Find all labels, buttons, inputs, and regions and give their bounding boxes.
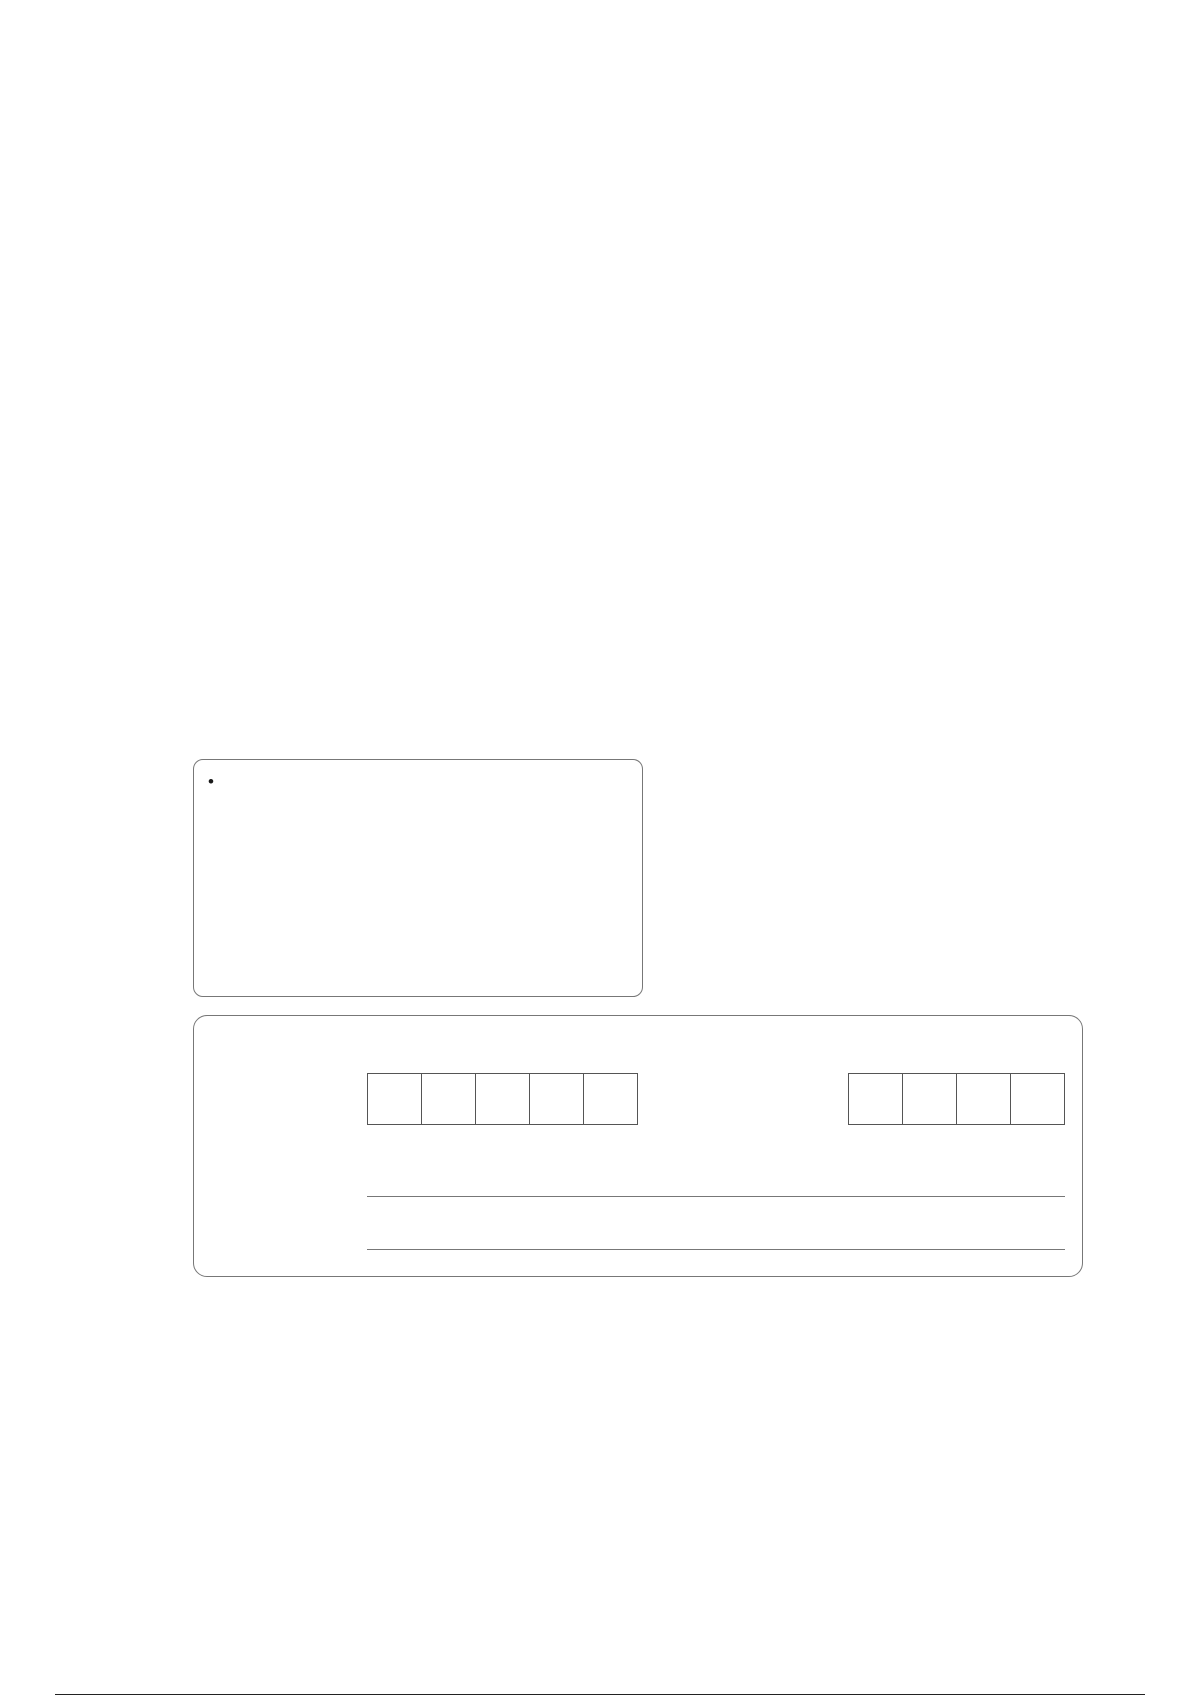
centre-digit-cell[interactable] [368, 1074, 422, 1124]
exam-unit [193, 665, 205, 696]
candidate-digit-cell[interactable] [1011, 1074, 1064, 1124]
centre-digit-cell[interactable] [476, 1074, 530, 1124]
candidate-details-box [193, 1015, 1083, 1277]
centre-number-input[interactable] [367, 1073, 638, 1125]
candidate-number-input[interactable] [848, 1073, 1065, 1125]
ocr-logo [193, 440, 443, 442]
side-barcode [47, 784, 107, 1016]
page-bottom-rule [55, 1694, 1145, 1695]
candidate-digit-cell[interactable] [849, 1074, 903, 1124]
main-barcode [761, 927, 1051, 985]
last-name-field[interactable] [367, 1249, 1065, 1250]
do-not-use-box [193, 759, 643, 997]
centre-digit-cell[interactable] [530, 1074, 584, 1124]
centre-digit-cell[interactable] [584, 1074, 637, 1124]
centre-digit-cell[interactable] [422, 1074, 476, 1124]
first-name-field[interactable] [367, 1196, 1065, 1197]
candidate-digit-cell[interactable] [957, 1074, 1011, 1124]
candidate-digit-cell[interactable] [903, 1074, 957, 1124]
